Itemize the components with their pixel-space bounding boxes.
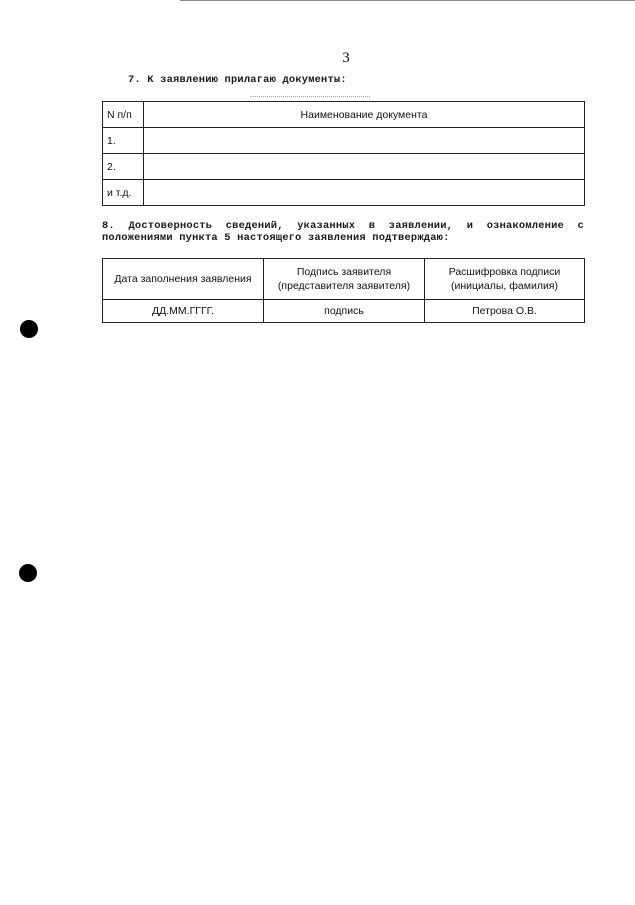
column-header-signature-transcript — [425, 259, 585, 300]
scan-edge-line — [180, 0, 635, 1]
table-row — [103, 154, 585, 180]
document-name-cell — [144, 180, 585, 206]
column-header-number: N п/п — [103, 102, 144, 128]
section-8-line-1: 8. Достоверность сведений, указанных в заявлении, и ознакомление с — [102, 220, 584, 232]
document-name-cell — [144, 154, 585, 180]
row-number: 2. — [103, 154, 144, 180]
table-row — [103, 300, 585, 323]
column-header-document-name: Наименование документа — [144, 102, 585, 128]
row-number: и т.д. — [103, 180, 144, 206]
signature-table-header — [103, 259, 585, 300]
row-number: 1. — [103, 128, 144, 154]
punch-hole — [20, 320, 38, 338]
transcript-value: Петрова О.В. — [425, 300, 585, 323]
column-header-signature — [264, 259, 425, 300]
documents-table-header — [103, 102, 585, 128]
section-8-paragraph — [102, 220, 584, 244]
page-number: 3 — [342, 50, 350, 66]
documents-table — [102, 101, 585, 206]
header-line: (представителя заявителя) — [277, 280, 411, 292]
column-header-fill-date — [103, 259, 264, 300]
punch-hole — [19, 564, 37, 582]
table-row — [103, 180, 585, 206]
fill-date-value: ДД.ММ.ГГГГ. — [103, 300, 264, 323]
scan-artifact — [250, 96, 370, 100]
section-8-line-2: положениями пункта 5 настоящего заявления подтверждаю: — [102, 232, 450, 244]
table-row — [103, 128, 585, 154]
document-name-cell — [144, 128, 585, 154]
header-line: Расшифровка подписи — [448, 266, 561, 278]
header-line: Подпись заявителя — [296, 266, 392, 278]
signature-table — [102, 258, 585, 323]
header-line: (инициалы, фамилия) — [451, 280, 558, 292]
header-line: Дата заполнения заявления — [114, 273, 252, 285]
signature-value: подпись — [264, 300, 425, 323]
section-7-heading: 7. К заявлению прилагаю документы: — [128, 74, 347, 86]
